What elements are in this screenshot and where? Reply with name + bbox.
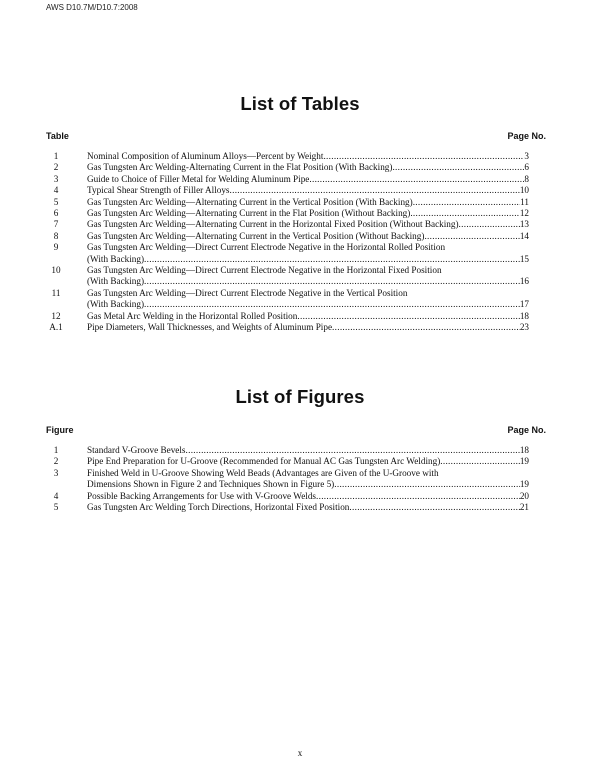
page-no-column-label: Page No. [507, 131, 546, 141]
entry-title: Nominal Composition of Aluminum Alloys—Percent by Weight [87, 151, 324, 161]
toc-entry[interactable] [48, 242, 529, 265]
toc-entry[interactable] [48, 219, 529, 230]
entry-number: 4 [53, 490, 59, 501]
dot-leader [440, 456, 520, 467]
entry-title: Gas Tungsten Arc Welding Torch Directions, Horizontal Fixed Position [87, 502, 350, 513]
entry-title: Standard V-Groove Bevels [87, 445, 186, 455]
entry-number: 12 [51, 310, 61, 321]
table-column-label: Table [46, 131, 69, 141]
toc-entry[interactable] [48, 311, 529, 322]
toc-entry[interactable] [48, 456, 529, 467]
entry-number: 11 [51, 287, 61, 298]
entry-number: A.1 [49, 322, 63, 333]
entry-title: Pipe End Preparation for U-Groove (Recommended for Manual AC Gas Tungsten Arc Welding) [87, 456, 441, 467]
entry-title-line [87, 445, 529, 456]
dot-leader [424, 231, 519, 242]
entry-title-line [87, 288, 529, 299]
entry-body [87, 231, 529, 242]
entry-title: Pipe Diameters, Wall Thicknesses, and Weights of Aluminum Pipe [87, 322, 333, 333]
entry-title-line [87, 174, 529, 185]
entry-title: Gas Tungsten Arc Welding—Direct Current Electrode Negative in the Horizontal Rolled Position [87, 242, 446, 253]
entry-title: Dimensions Shown in Figure 2 and Techniques Shown in Figure 5) [87, 479, 335, 490]
entry-body [87, 208, 529, 219]
entry-page-number[interactable]: 18 [519, 445, 529, 455]
entry-page-number[interactable]: 23 [519, 322, 529, 333]
dot-leader [186, 445, 520, 456]
entry-body [87, 491, 529, 502]
entry-title-line [87, 151, 529, 162]
toc-entry[interactable] [48, 174, 529, 185]
dot-leader [316, 491, 520, 502]
entry-title: Finished Weld in U-Groove Showing Weld Beads (Advantages are Given of the U-Groove with [87, 467, 439, 478]
entry-title: Gas Metal Arc Welding in the Horizontal Rolled Position [87, 310, 298, 321]
entry-title-line [87, 162, 529, 173]
page-number: x [297, 748, 303, 758]
entry-number: 4 [53, 185, 59, 196]
entry-number: 2 [53, 456, 59, 467]
entry-title: Gas Tungsten Arc Welding-Alternating Current in the Flat Position (With Backing) [87, 162, 393, 173]
entry-body [87, 311, 529, 322]
dot-leader [309, 174, 524, 185]
list-of-figures-title: List of Figures [235, 386, 365, 407]
entry-number: 5 [53, 196, 59, 207]
entry-page-number[interactable]: 11 [520, 196, 529, 207]
entry-body [87, 456, 529, 467]
entry-title-line [87, 502, 529, 513]
entry-title-line [87, 491, 529, 502]
toc-entry[interactable] [48, 445, 529, 456]
dot-leader [323, 151, 524, 162]
figures-list [48, 445, 529, 513]
toc-entry[interactable] [48, 491, 529, 502]
toc-entry[interactable] [48, 197, 529, 208]
entry-page-number[interactable]: 12 [519, 208, 529, 219]
dot-leader [144, 276, 520, 287]
toc-entry[interactable] [48, 288, 529, 311]
entry-number: 6 [53, 208, 59, 219]
entry-page-number[interactable]: 8 [524, 173, 529, 184]
entry-number: 10 [51, 265, 61, 276]
entry-title: Gas Tungsten Arc Welding—Alternating Current in the Vertical Position (With Backing) [87, 196, 413, 207]
toc-entry[interactable] [48, 322, 529, 333]
entry-number: 1 [53, 445, 59, 455]
entry-body [87, 151, 529, 162]
entry-title: Gas Tungsten Arc Welding—Alternating Current in the Flat Position (Without Backing) [87, 208, 411, 219]
entry-body [87, 468, 529, 491]
entry-title-line [87, 231, 529, 242]
entry-page-number[interactable]: 13 [519, 219, 529, 230]
entry-page-number[interactable]: 6 [524, 162, 529, 173]
entry-page-number[interactable]: 18 [519, 310, 529, 321]
toc-entry[interactable] [48, 208, 529, 219]
toc-entry[interactable] [48, 265, 529, 288]
dot-leader [410, 208, 519, 219]
entry-page-number[interactable]: 10 [519, 185, 529, 196]
toc-entry[interactable] [48, 502, 529, 513]
entry-body [87, 445, 529, 456]
dot-leader [230, 185, 520, 196]
entry-title: Possible Backing Arrangements for Use with V-Groove Welds [87, 490, 317, 501]
entry-title-line [87, 219, 529, 230]
entry-page-number[interactable]: 20 [519, 490, 529, 501]
entry-title: (With Backing) [87, 299, 145, 310]
toc-entry[interactable] [48, 162, 529, 173]
entry-title-line [87, 299, 529, 310]
entry-body [87, 174, 529, 185]
entry-body [87, 242, 529, 265]
entry-page-number[interactable]: 19 [519, 479, 529, 490]
entry-title-line [87, 479, 529, 490]
entry-number: 2 [53, 162, 59, 173]
entry-number: 3 [53, 173, 59, 184]
entry-title: Typical Shear Strength of Filler Alloys [87, 185, 230, 196]
document-id-header: AWS D10.7M/D10.7:2008 [46, 3, 138, 12]
dot-leader [144, 254, 520, 265]
entry-body [87, 288, 529, 311]
entry-body [87, 322, 529, 333]
entry-title-line [87, 468, 529, 479]
entry-number: 3 [53, 467, 59, 478]
entry-body [87, 219, 529, 230]
entry-title-line [87, 185, 529, 196]
entry-page-number[interactable]: 21 [519, 502, 529, 513]
entry-title-line [87, 322, 529, 333]
entry-body [87, 197, 529, 208]
page-no-column-label: Page No. [507, 425, 546, 435]
entry-page-number[interactable]: 14 [519, 230, 529, 241]
toc-entry[interactable] [48, 151, 529, 162]
entry-title-line [87, 456, 529, 467]
entry-title: Gas Tungsten Arc Welding—Alternating Current in the Vertical Position (Without Backing) [87, 230, 425, 241]
dot-leader [334, 479, 520, 490]
dot-leader [332, 322, 520, 333]
entry-page-number[interactable]: 16 [519, 276, 529, 287]
entry-number: 7 [53, 219, 59, 230]
entry-title-line [87, 242, 529, 253]
entry-page-number[interactable]: 3 [524, 151, 529, 161]
list-of-tables-title: List of Tables [240, 93, 360, 114]
entry-title: (With Backing) [87, 276, 145, 287]
dot-leader [413, 197, 520, 208]
entry-title-line [87, 265, 529, 276]
entry-body [87, 502, 529, 513]
figure-column-label: Figure [46, 425, 74, 435]
entry-title: Guide to Choice of Filler Metal for Welding Aluminum Pipe [87, 173, 310, 184]
toc-entry[interactable] [48, 468, 529, 491]
entry-title-line [87, 208, 529, 219]
entry-number: 1 [53, 151, 59, 161]
dot-leader [297, 311, 519, 322]
entry-page-number[interactable]: 19 [519, 456, 529, 467]
entry-title: Gas Tungsten Arc Welding—Alternating Current in the Horizontal Fixed Position (Without Backing) [87, 219, 459, 230]
entry-title: (With Backing) [87, 253, 145, 264]
entry-body [87, 162, 529, 173]
entry-title-line [87, 197, 529, 208]
entry-body [87, 185, 529, 196]
entry-title-line [87, 311, 529, 322]
entry-title: Gas Tungsten Arc Welding—Direct Current Electrode Negative in the Vertical Position [87, 287, 408, 298]
entry-title-line [87, 254, 529, 265]
entry-number: 9 [53, 242, 59, 253]
entry-page-number[interactable]: 17 [519, 299, 529, 310]
dot-leader [392, 162, 524, 173]
entry-body [87, 265, 529, 288]
entry-number: 8 [53, 230, 59, 241]
dot-leader [349, 502, 519, 513]
entry-number: 5 [53, 502, 59, 513]
toc-entry[interactable] [48, 185, 529, 196]
tables-list [48, 151, 529, 334]
toc-entry[interactable] [48, 231, 529, 242]
entry-title-line [87, 276, 529, 287]
entry-title: Gas Tungsten Arc Welding—Direct Current Electrode Negative in the Horizontal Fixed Position [87, 265, 442, 276]
dot-leader [459, 219, 520, 230]
dot-leader [144, 299, 520, 310]
entry-page-number[interactable]: 15 [519, 253, 529, 264]
